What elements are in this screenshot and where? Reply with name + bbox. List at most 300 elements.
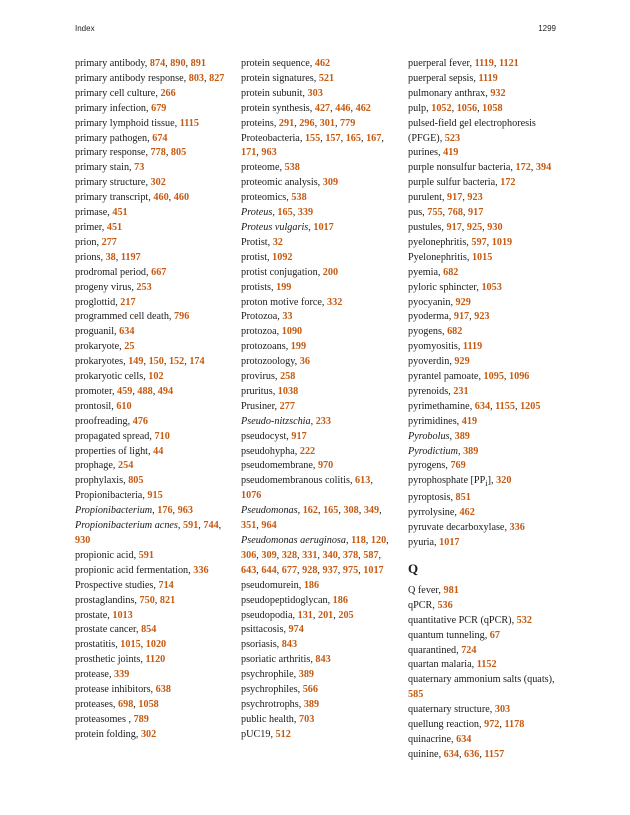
page-reference-link[interactable]: 1155 (495, 400, 515, 412)
index-entry: quinacrine, 634 (408, 734, 472, 745)
page-reference-link[interactable]: 167 (366, 132, 382, 144)
page-reference-link[interactable]: 698 (118, 698, 134, 710)
page-reference-link[interactable]: 394 (535, 162, 552, 174)
page-reference-link[interactable]: 162 (302, 505, 318, 517)
page-reference-link[interactable]: 591 (183, 520, 199, 532)
index-term: pseudocyst (241, 430, 287, 442)
page-reference-link[interactable]: 1017 (313, 221, 334, 233)
page-reference-link[interactable]: 923 (467, 192, 483, 204)
index-entry: quartan malaria, 1152 (408, 659, 497, 671)
page-reference-link[interactable]: 254 (118, 460, 134, 472)
page-reference-link[interactable]: 638 (155, 684, 171, 696)
index-entry: protozoology, 36 (241, 356, 310, 368)
page-reference-link[interactable]: 378 (342, 549, 359, 561)
index-term: Propionibacterium (75, 505, 153, 517)
page-reference-link[interactable]: 331 (302, 549, 318, 561)
page-reference-link[interactable]: 532 (516, 614, 532, 626)
page-reference-link[interactable]: 963 (261, 147, 277, 159)
index-term: Pseudomonas aeruginosa (241, 535, 346, 546)
page-reference-link[interactable]: 419 (443, 147, 459, 159)
page-reference-link[interactable]: 302 (140, 728, 157, 740)
page-reference-link[interactable]: 33 (282, 311, 293, 323)
page-reference-link[interactable]: 266 (160, 87, 176, 99)
index-entry: Pyelonephritis, 1015 (408, 251, 493, 263)
index-entry: psoriatic arthritis, 843 (241, 654, 331, 666)
index-term: pyomyositis (408, 341, 458, 353)
page-reference-link[interactable]: 937 (322, 564, 338, 576)
page-reference-link[interactable]: 851 (455, 492, 471, 504)
page-reference-link[interactable]: 1090 (281, 326, 303, 338)
page-reference-link[interactable]: 1015 (120, 639, 141, 651)
page-reference-link[interactable]: 714 (158, 579, 174, 591)
index-term: prostatitis (75, 639, 116, 651)
index-term: prions (75, 251, 101, 263)
page-reference-link[interactable]: 917 (291, 430, 307, 442)
page-reference-link[interactable]: 165 (323, 505, 339, 517)
page-reference-link[interactable]: 634 (474, 400, 491, 412)
index-entry: protist conjugation, 200 (241, 266, 339, 278)
index-entry: protozoa, 1090 (241, 326, 303, 338)
page-reference-link[interactable]: 340 (322, 549, 338, 561)
page-reference-link[interactable]: 419 (461, 415, 478, 427)
page-reference-link[interactable]: 972 (484, 719, 500, 731)
page-reference-link[interactable]: 462 (459, 507, 475, 519)
page-reference-link[interactable]: 476 (132, 415, 148, 427)
index-entry: psychrotrophs, 389 (241, 698, 320, 710)
page-reference-link[interactable]: 462 (314, 58, 331, 69)
page-reference-link[interactable]: 1157 (484, 748, 505, 760)
index-entry: protists, 199 (241, 281, 292, 293)
page-reference-link[interactable]: 634 (443, 748, 459, 760)
index-entry: protein signatures, 521 (241, 72, 335, 84)
index-entry: Proteus vulgaris, 1017 (241, 221, 334, 233)
page-reference-link[interactable]: 1056 (456, 102, 478, 114)
index-term: proguanil (75, 326, 115, 338)
page-reference-link[interactable]: 587 (363, 549, 379, 561)
page-reference-link[interactable]: 332 (327, 296, 343, 308)
page-reference-link[interactable]: 1115 (179, 117, 199, 129)
index-term: pseudomembrane (241, 460, 313, 472)
index-entry: Prospective studies, 714 (75, 579, 174, 591)
page-reference-link[interactable]: 682 (443, 266, 459, 278)
page-reference-link[interactable]: 67 (489, 629, 500, 641)
index-term: Proteus (241, 207, 273, 219)
index-entry: primary lymphoid tissue, 1115 (75, 117, 199, 129)
page-reference-link[interactable]: 389 (454, 430, 470, 442)
page-reference-link[interactable]: 1015 (471, 251, 493, 263)
page-reference-link[interactable]: 302 (150, 177, 166, 189)
index-term: Prusiner (241, 400, 275, 412)
page-reference-link[interactable]: 172 (515, 162, 531, 174)
page-reference-link[interactable]: 789 (133, 713, 149, 725)
page-reference-link[interactable]: 923 (474, 311, 490, 323)
page-reference-link[interactable]: 805 (170, 147, 187, 159)
page-reference-link[interactable]: 915 (147, 490, 163, 502)
page-reference-link[interactable]: 1197 (120, 251, 141, 263)
index-entry: pyloric sphincter, 1053 (408, 281, 502, 293)
page-reference-link[interactable]: 963 (177, 505, 193, 517)
page-reference-link[interactable]: 538 (284, 162, 300, 174)
page-reference-link[interactable]: 157 (325, 132, 341, 144)
page-reference-link[interactable]: 1119 (462, 341, 483, 353)
page-reference-link[interactable]: 301 (319, 117, 335, 129)
page-reference-link[interactable]: 172 (500, 177, 516, 189)
page-reference-link[interactable]: 930 (487, 221, 503, 233)
index-entry: pustules, 917, 925, 930 (408, 221, 503, 233)
index-entry: proton motive force, 332 (241, 296, 343, 308)
index-term: Proteus vulgaris (241, 221, 309, 233)
page-reference-link[interactable]: 724 (461, 644, 477, 656)
index-entry: psittacosis, 974 (241, 624, 304, 636)
page-reference-link[interactable]: 521 (318, 72, 335, 84)
index-entry: propagated spread, 710 (75, 430, 170, 442)
index-column-1 (75, 57, 227, 743)
page-reference-link[interactable]: 769 (450, 460, 466, 472)
index-term: quantitative PCR (qPCR) (408, 614, 512, 626)
page-reference-link[interactable]: 306 (241, 549, 257, 561)
page-reference-link[interactable]: 974 (288, 624, 304, 636)
page-reference-link[interactable]: 201 (317, 609, 334, 621)
page-reference-link[interactable]: 917 (468, 207, 484, 219)
page-reference-link[interactable]: 1013 (112, 609, 133, 621)
index-entry: proteomic analysis, 309 (241, 177, 339, 189)
page-reference-link[interactable]: 917 (453, 311, 470, 323)
index-term: quarantined (408, 644, 457, 656)
page-reference-link[interactable]: 610 (116, 400, 132, 412)
index-entry: psychrophile, 389 (241, 669, 314, 681)
page-reference-link[interactable]: 25 (124, 341, 135, 353)
page-reference-link[interactable]: 750 (139, 594, 155, 606)
index-term: quantum tunneling (408, 629, 485, 641)
index-term: primary infection (75, 102, 147, 114)
page-reference-link[interactable]: 591 (138, 549, 154, 561)
page-reference-link[interactable]: 309 (322, 177, 339, 189)
page-reference-link[interactable]: 1095 (483, 371, 504, 383)
index-entry: protein synthesis, 427, 446, 462 (241, 102, 371, 114)
page-reference-link[interactable]: 677 (281, 564, 298, 576)
page-reference-link[interactable]: 805 (128, 475, 144, 487)
index-entry: progeny virus, 253 (75, 281, 152, 293)
page-reference-link[interactable]: 1120 (145, 654, 166, 666)
index-term: pulmonary anthrax (408, 87, 486, 99)
index-term: proteins (241, 117, 274, 129)
page-reference-link[interactable]: 296 (299, 117, 315, 129)
page-reference-link[interactable]: 1119 (478, 72, 498, 84)
page-reference-link[interactable]: 155 (304, 132, 321, 144)
page-reference-link[interactable]: 925 (466, 221, 483, 233)
page-reference-link[interactable]: 199 (290, 341, 307, 353)
page-reference-link[interactable]: 803 (188, 72, 205, 84)
page-reference-link[interactable]: 644 (261, 564, 277, 576)
index-entry: pulmonary anthrax, 932 (408, 87, 506, 99)
index-term: Prospective studies (75, 579, 154, 591)
page-reference-link[interactable]: 36 (299, 356, 310, 368)
page-reference-link[interactable]: 336 (193, 564, 209, 576)
page-reference-link[interactable]: 494 (157, 385, 174, 397)
page-reference-link[interactable]: 874 (149, 58, 166, 69)
index-entry: pyruvate decarboxylase, 336 (408, 522, 525, 534)
page-reference-link[interactable]: 1058 (482, 102, 503, 114)
page-reference-link[interactable]: 277 (279, 400, 295, 412)
index-entry: psoriasis, 843 (241, 639, 298, 651)
page-reference-link[interactable]: 1052 (431, 102, 452, 114)
page-reference-link[interactable]: 118 (351, 535, 366, 546)
index-term: protein subunit (241, 87, 303, 99)
page-reference-link[interactable]: 854 (141, 624, 157, 636)
page-reference-link[interactable]: 73 (134, 162, 145, 174)
index-entry: pseudopodia, 131, 201, 205 (241, 609, 354, 621)
page-reference-link[interactable]: 930 (75, 535, 91, 546)
page-reference-link[interactable]: 917 (446, 221, 462, 233)
index-entry: prion, 277 (75, 236, 117, 248)
page-reference-link[interactable]: 932 (490, 87, 506, 99)
index-term: primary antibody response (75, 72, 184, 84)
page-reference-link[interactable]: 890 (170, 58, 186, 69)
page-reference-link[interactable]: 460 (173, 192, 190, 204)
page-reference-link[interactable]: 339 (114, 669, 130, 681)
index-entry: pyocyanin, 929 (408, 296, 471, 308)
index-term: pus (408, 207, 423, 219)
index-entry: pyrenoids, 231 (408, 385, 469, 397)
page-reference-link[interactable]: 1076 (241, 490, 262, 502)
page-reference-link[interactable]: 427 (314, 102, 331, 114)
page-reference-link[interactable]: 710 (154, 430, 170, 442)
page-reference-link[interactable]: 44 (153, 445, 164, 457)
page-reference-link[interactable]: 205 (338, 609, 354, 621)
page-reference-link[interactable]: 821 (159, 594, 176, 606)
page-reference-link[interactable]: 131 (297, 609, 313, 621)
page-reference-link[interactable]: 928 (302, 564, 318, 576)
index-entry: protozoans, 199 (241, 341, 307, 353)
index-entry: proteases, 698, 1058 (75, 698, 159, 710)
page-reference-link[interactable]: 303 (494, 704, 511, 716)
page-reference-link[interactable]: 1020 (145, 639, 167, 651)
page-reference-link[interactable]: 1053 (481, 281, 502, 293)
page-reference-link[interactable]: 512 (275, 728, 291, 740)
page-reference-link[interactable]: 233 (315, 415, 331, 427)
page-reference-link[interactable]: 667 (151, 266, 167, 278)
page-reference-link[interactable]: 351 (241, 520, 257, 532)
index-entry: prostate, 1013 (75, 609, 133, 621)
page-reference-link[interactable]: 1017 (439, 537, 460, 549)
index-entry: pyemia, 682 (408, 266, 459, 278)
index-term: pseudopodia (241, 609, 293, 621)
index-term: prostate cancer (75, 624, 136, 636)
page-reference-link[interactable]: 174 (189, 356, 205, 368)
page-reference-link[interactable]: 462 (355, 102, 371, 114)
page-reference-link[interactable]: 613 (355, 475, 371, 487)
index-entry: quellung reaction, 972, 1178 (408, 719, 525, 731)
index-term: pyroptosis (408, 492, 451, 504)
page-reference-link[interactable]: 328 (281, 549, 298, 561)
page-reference-link[interactable]: 566 (302, 684, 318, 696)
page-reference-link[interactable]: 308 (343, 505, 359, 517)
page-reference-link[interactable]: 303 (307, 87, 323, 99)
page-reference-link[interactable]: 102 (148, 371, 164, 383)
page-reference-link[interactable]: 523 (444, 132, 461, 144)
index-term: primary transcript (75, 192, 149, 204)
page-reference-link[interactable]: 585 (408, 689, 424, 701)
page-reference-link[interactable]: 779 (340, 117, 356, 129)
page-reference-link[interactable]: 1058 (138, 698, 159, 710)
page-reference-link[interactable]: 451 (112, 207, 128, 219)
page-reference-link[interactable]: 38 (105, 251, 116, 263)
index-term: pyoverdin (408, 356, 450, 368)
page-reference-link[interactable]: 843 (281, 639, 298, 651)
page-reference-link[interactable]: 929 (454, 356, 470, 368)
page-reference-link[interactable]: 1092 (272, 251, 293, 263)
index-term: quaternary ammonium salts (quats) (408, 674, 553, 686)
page-reference-link[interactable]: 186 (303, 579, 320, 591)
index-term: proglottid (75, 296, 116, 308)
index-entry: protein sequence, 462 (241, 58, 331, 69)
index-entry: pyoverdin, 929 (408, 356, 470, 368)
page-reference-link[interactable]: 964 (261, 520, 277, 532)
index-entry: pyogens, 682 (408, 326, 463, 338)
running-head-title: Index (75, 24, 95, 33)
index-entry: proofreading, 476 (75, 415, 148, 427)
page-reference-link[interactable]: 459 (117, 385, 133, 397)
index-term: primary lymphoid tissue (75, 117, 175, 129)
page-reference-link[interactable]: 975 (342, 564, 359, 576)
page-reference-link[interactable]: 389 (463, 445, 479, 457)
page-reference-link[interactable]: 253 (136, 281, 152, 293)
page-reference-link[interactable]: 917 (447, 192, 463, 204)
index-entry: pseudopeptidoglycan, 186 (241, 594, 348, 606)
index-entry: Proteus, 165, 339 (241, 207, 314, 219)
page-reference-link[interactable]: 827 (209, 72, 225, 84)
page-reference-link[interactable]: 536 (437, 599, 453, 611)
page-reference-link[interactable]: 460 (153, 192, 169, 204)
index-term: pyocyanin (408, 296, 451, 308)
index-entry: propionic acid fermentation, 336 (75, 564, 209, 576)
page-reference-link[interactable]: 349 (363, 505, 380, 517)
page-reference-link[interactable]: 389 (298, 669, 314, 681)
index-entry: Prusiner, 277 (241, 400, 295, 412)
page-reference-link[interactable]: 1119 (474, 58, 494, 69)
page-reference-link[interactable]: 120 (370, 535, 387, 546)
index-term: Pseudo-nitzschia (241, 415, 311, 427)
page-reference-link[interactable]: 309 (261, 549, 277, 561)
index-term: protease (75, 669, 109, 681)
page-reference-link[interactable]: 199 (276, 281, 292, 293)
page-reference-link[interactable]: 634 (119, 326, 135, 338)
page-reference-link[interactable]: 32 (272, 236, 283, 248)
page-reference-link[interactable]: 843 (315, 654, 331, 666)
index-term: pyemia (408, 266, 438, 278)
page-reference-link[interactable]: 389 (303, 698, 320, 710)
page-reference-link[interactable]: 1205 (520, 400, 541, 412)
index-entry: proglottid, 217 (75, 296, 136, 308)
index-entry: Propionibacteria, 915 (75, 490, 163, 502)
page-reference-link[interactable]: 1121 (498, 58, 519, 69)
page-reference-link[interactable]: 1178 (504, 719, 525, 731)
page-reference-link[interactable]: 1017 (363, 564, 384, 576)
page-reference-link[interactable]: 217 (120, 296, 136, 308)
page-reference-link[interactable]: 186 (332, 594, 348, 606)
page-reference-link[interactable]: 1096 (509, 371, 530, 383)
page-reference-link[interactable]: 703 (299, 713, 315, 725)
page-reference-link[interactable]: 176 (157, 505, 173, 517)
page-reference-link[interactable]: 768 (447, 207, 463, 219)
index-term: protein synthesis (241, 102, 310, 114)
page-reference-link[interactable]: 679 (151, 102, 167, 114)
page-reference-link[interactable]: 1152 (476, 659, 497, 671)
index-entry: purple nonsulfur bacteria, 172, 394 (408, 162, 552, 174)
page-reference-link[interactable]: 200 (322, 266, 339, 278)
index-term: Protist (241, 236, 268, 248)
page-reference-link[interactable]: 488 (137, 385, 153, 397)
index-entry: primary cell culture, 266 (75, 87, 176, 99)
page-reference-link[interactable]: 674 (152, 132, 168, 144)
page-reference-link[interactable]: 538 (291, 192, 307, 204)
page-reference-link[interactable]: 1038 (277, 385, 299, 397)
index-term: quaternary structure (408, 704, 490, 716)
page-reference-link[interactable]: 231 (453, 385, 469, 397)
index-term: primer (75, 221, 102, 233)
index-term: pUC19 (241, 728, 271, 740)
page-reference-link[interactable]: 929 (455, 296, 471, 308)
page-reference-link[interactable]: 171 (241, 147, 257, 159)
page-reference-link[interactable]: 796 (174, 311, 190, 323)
page-reference-link[interactable]: 778 (150, 147, 166, 159)
page-reference-link[interactable]: 291 (278, 117, 295, 129)
page-reference-link[interactable]: 152 (168, 356, 185, 368)
index-term: pulp (408, 102, 427, 114)
page-reference-link[interactable]: 149 (128, 356, 144, 368)
page-reference-link[interactable]: 891 (190, 58, 206, 69)
page-reference-link[interactable]: 320 (496, 475, 512, 487)
page-reference-link[interactable]: 336 (509, 522, 525, 534)
page-reference-link[interactable]: 634 (456, 734, 472, 745)
page-reference-link[interactable]: 970 (317, 460, 334, 472)
index-entry: Pseudomonas, 162, 165, 308, 349, 351, 964 (241, 505, 382, 532)
page-reference-link[interactable]: 258 (280, 371, 296, 383)
index-term: Pyrodictium (408, 445, 458, 457)
page-reference-link[interactable]: 165 (345, 132, 361, 144)
page-reference-link[interactable]: 165 (277, 207, 293, 219)
page-reference-link[interactable]: 643 (241, 564, 257, 576)
page-reference-link[interactable]: 222 (299, 445, 316, 457)
index-term: Pyrobolus (408, 430, 450, 442)
page-reference-link[interactable]: 755 (427, 207, 443, 219)
page-reference-link[interactable]: 339 (297, 207, 314, 219)
page-reference-link[interactable]: 451 (106, 221, 123, 233)
index-term: proteomics (241, 192, 287, 204)
index-entry: prophylaxis, 805 (75, 475, 144, 487)
index-term: protists (241, 281, 272, 293)
page-reference-link[interactable]: 277 (101, 236, 117, 248)
index-entry: prostaglandins, 750, 821 (75, 594, 176, 606)
page-reference-link[interactable]: 597 (471, 236, 487, 248)
page-reference-link[interactable]: 150 (148, 356, 164, 368)
index-entry: Protist, 32 (241, 236, 283, 248)
page-reference-link[interactable]: 682 (447, 326, 463, 338)
index-term: programmed cell death (75, 311, 169, 323)
page-reference-link[interactable]: 636 (464, 748, 480, 760)
index-term: prokaryote (75, 341, 120, 353)
index-entry: pyoderma, 917, 923 (408, 311, 490, 323)
index-entry: qPCR, 536 (408, 599, 453, 611)
page-reference-link[interactable]: 981 (443, 584, 459, 596)
page-reference-link[interactable]: 446 (335, 102, 351, 114)
page-reference-link[interactable]: 1019 (491, 236, 513, 248)
index-term: psychrophile (241, 669, 294, 681)
index-column-3 (408, 57, 563, 763)
index-term: pyrimethamine (408, 400, 470, 412)
index-term: pyrantel pamoate (408, 371, 479, 383)
page-reference-link[interactable]: 744 (203, 520, 219, 532)
